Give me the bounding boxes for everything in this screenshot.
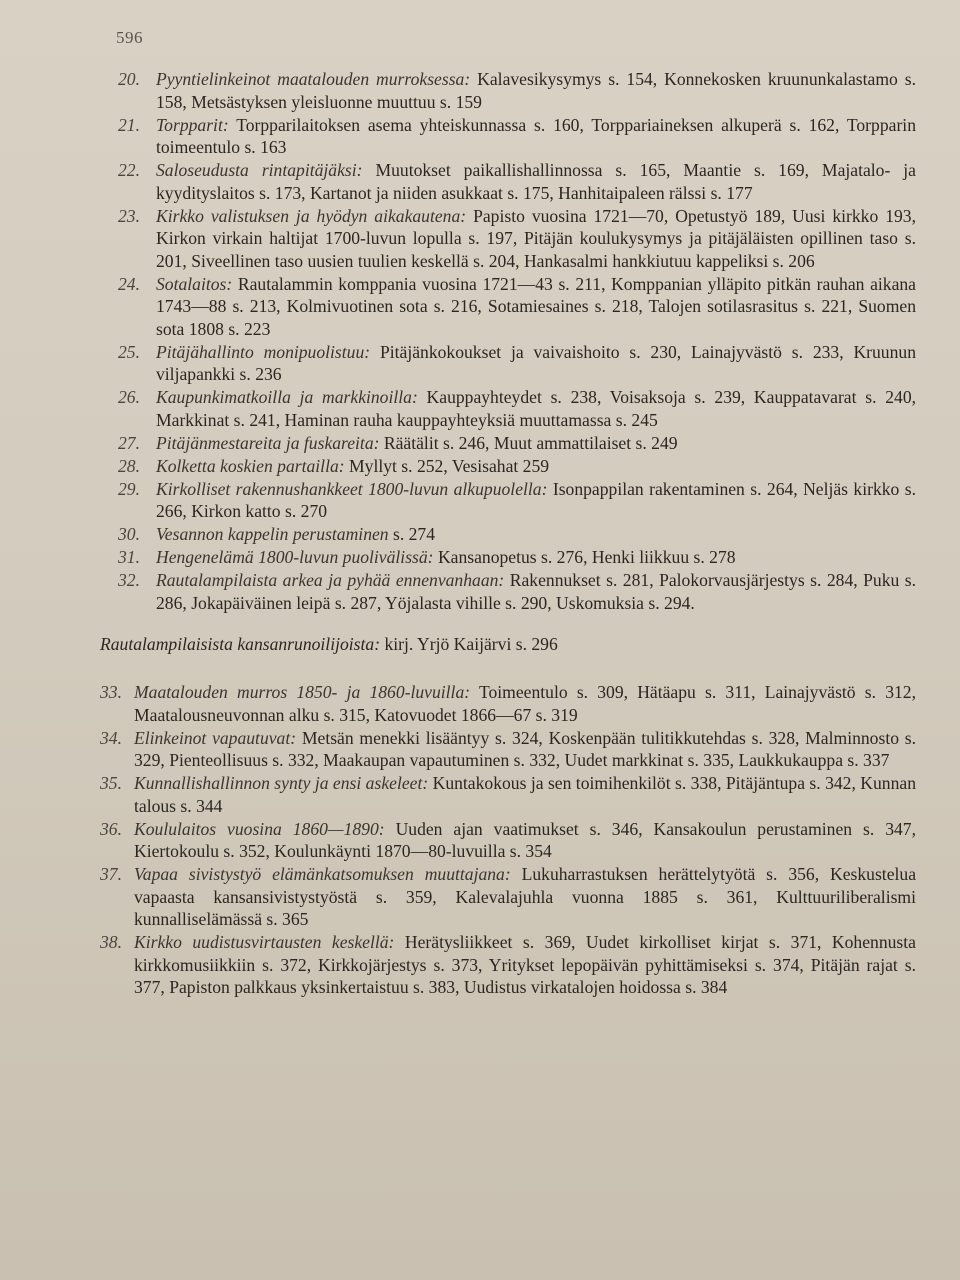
entry-number: 38. xyxy=(100,932,122,952)
entry-number: 31. xyxy=(118,547,140,567)
entry-title: Saloseudusta rintapitäjäksi: xyxy=(156,160,363,180)
entry-details: Uuden ajan vaatimukset s. 346, Kansakoulun perustaminen s. 347, Kiertokoulu s. 352, Koulunkäynti 1870—80-luvuilla s. 354 xyxy=(134,818,917,861)
toc-entry xyxy=(96,681,916,726)
entry-details: Isonpappilan rakentaminen s. 264, Neljäs kirkko s. 266, Kirkon katto s. 270 xyxy=(156,478,917,521)
entry-title: Hengenelämä 1800-luvun puolivälissä: xyxy=(156,547,434,567)
entry-title: Vesannon kappelin perustaminen xyxy=(156,524,389,544)
entry-number: 32. xyxy=(118,570,140,590)
entry-title: Kirkolliset rakennushankkeet 1800-luvun alkupuolella: xyxy=(156,478,548,499)
entry-title: Pyyntielinkeinot maatalouden murroksessa: xyxy=(156,69,471,89)
toc-entry xyxy=(96,114,916,159)
entry-number: 26. xyxy=(118,387,140,407)
toc-entry xyxy=(96,273,916,341)
entry-number: 27. xyxy=(118,432,140,453)
toc-entry xyxy=(96,68,916,113)
entry-number: 34. xyxy=(100,727,122,748)
toc-entry xyxy=(96,455,916,478)
toc-entry xyxy=(96,523,916,546)
entry-title: Torpparit: xyxy=(156,114,229,135)
toc-entry xyxy=(96,159,916,204)
toc-entry xyxy=(96,931,916,999)
entry-title: Kaupunkimatkoilla ja markkinoilla: xyxy=(156,387,418,407)
entry-title: Kunnallishallinnon synty ja ensi askeleet: xyxy=(134,773,429,793)
entry-title: Sotalaitos: xyxy=(156,273,233,294)
toc-entry xyxy=(96,341,916,386)
entry-details: Metsän menekki lisääntyy s. 324, Koskenpään tulitikkutehdas s. 328, Malminnosto s. 329, Pienteollisuus s. 332, Maakaupan vapautuminen s. 332, Uudet markkinat s. 335, Laukkukauppa s. 337 xyxy=(134,727,916,770)
entry-details: Toimeentulo s. 309, Hätäapu s. 311, Lainajyvästö s. 312, Maatalousneuvonnan alku s. 315, Katovuodet 1866—67 s. 319 xyxy=(134,682,916,725)
entry-details: Kalavesikysymys s. 154, Konnekosken kruununkalastamo s. 158, Metsästyksen yleisluonne muuttuu s. 159 xyxy=(156,69,916,112)
entry-number: 20. xyxy=(118,69,140,89)
entry-title: Maatalouden murros 1850- ja 1860-luvuilla: xyxy=(134,682,471,702)
entry-details: Pitäjänkokoukset ja vaivaishoito s. 230, Lainajyvästö s. 233, Kruunun viljapankki s. 236 xyxy=(156,341,916,384)
toc-entry xyxy=(96,569,916,614)
entry-details: Herätysliikkeet s. 369, Uudet kirkolliset kirjat s. 371, Kohennusta kirkkomusiikkiin s. 372, Kirkkojärjestys s. 373, Yritykset lepopäivän pyhittämiseksi s. 374, Pitäjän rajat s. 377, Papiston palkkaus yksinkertaistuu s. 383, Uudistus virkatalojen hoidossa s. 384 xyxy=(134,932,916,997)
entry-title: Koululaitos vuosina 1860—1890: xyxy=(134,818,385,839)
entry-details: Papisto vuosina 1721—70, Opetustyö 189, Uusi kirkko 193, Kirkon virkain haltijat 1700-luvun lopulla s. 197, Pitäjän koulukysymys ja pitäjäläisten opillinen taso s. 201, Siveellinen taso uusien tuulien keskellä s. 204, Hankasalmi hankkiutuu kappeliksi s. 206 xyxy=(156,205,916,271)
entry-details: s. 274 xyxy=(388,524,436,544)
table-of-contents xyxy=(96,68,916,999)
entry-details: Muutokset paikallishallinnossa s. 165, Maantie s. 169, Majatalo- ja kyydityslaitos s. 173, Kartanot ja niiden asukkaat s. 175, Hanhitaipaleen rälssi s. 177 xyxy=(156,160,916,203)
entry-details: Räätälit s. 246, Muut ammattilaiset s. 249 xyxy=(379,432,678,453)
entry-details: Kansanopetus s. 276, Henki liikkuu s. 278 xyxy=(433,547,736,567)
entry-number: 22. xyxy=(118,160,140,180)
entry-number: 28. xyxy=(118,455,140,476)
section-rest: kirj. Yrjö Kaijärvi s. 296 xyxy=(380,633,558,654)
entry-title: Kirkko valistuksen ja hyödyn aikakautena: xyxy=(156,205,467,226)
entry-title: Vapaa sivistystyö elämänkatsomuksen muuttajana: xyxy=(134,864,511,884)
entry-title: Elinkeinot vapautuvat: xyxy=(134,727,297,748)
toc-entry xyxy=(96,478,916,523)
toc-entry xyxy=(96,546,916,569)
entry-number: 33. xyxy=(100,682,122,702)
toc-section-line xyxy=(96,633,916,656)
page-number: 596 xyxy=(116,28,143,47)
entry-number: 25. xyxy=(118,341,140,362)
toc-group-second xyxy=(96,681,916,999)
toc-group-first xyxy=(96,68,916,614)
entry-number: 23. xyxy=(118,205,140,226)
entry-number: 35. xyxy=(100,773,122,793)
entry-number: 21. xyxy=(118,114,140,135)
entry-number: 37. xyxy=(100,864,122,884)
toc-entry xyxy=(96,386,916,431)
entry-number: 29. xyxy=(118,478,140,499)
entry-details: Torpparilaitoksen asema yhteiskunnassa s. 160, Torppariaineksen alkuperä s. 162, Torpparin toimeentulo s. 163 xyxy=(156,114,916,157)
entry-details: Kuntakokous ja sen toimihenkilöt s. 338, Pitäjäntupa s. 342, Kunnan talous s. 344 xyxy=(134,773,916,816)
section-title: Rautalampilaisista kansanrunoilijoista: xyxy=(100,633,381,654)
toc-entry xyxy=(96,863,916,931)
spacer xyxy=(96,615,916,633)
toc-entry xyxy=(96,727,916,772)
entry-title: Rautalampilaista arkea ja pyhää ennenvanhaan: xyxy=(156,570,505,590)
toc-entry xyxy=(96,205,916,273)
entry-details: Lukuharrastuksen herättelytyötä s. 356, Keskustelua vapaasta kansansivistystyöstä s. 359, Kalevalajuhla vuonna 1885 s. 361, Kulttuuriliberalismi kunnalliselämässä s. 365 xyxy=(134,864,916,929)
entry-title: Kolketta koskien partailla: xyxy=(156,455,345,476)
entry-title: Pitäjänmestareita ja fuskareita: xyxy=(156,432,380,453)
entry-title: Kirkko uudistusvirtausten keskellä: xyxy=(134,932,395,952)
toc-entry xyxy=(96,772,916,817)
entry-number: 30. xyxy=(118,524,140,544)
entry-details: Myllyt s. 252, Vesisahat 259 xyxy=(344,455,550,476)
entry-details: Kauppayhteydet s. 238, Voisaksoja s. 239, Kauppatavarat s. 240, Markkinat s. 241, Haminan rauha kauppayhteyksiä muuttamassa s. 245 xyxy=(156,387,917,430)
toc-entry xyxy=(96,818,916,863)
entry-details: Rautalammin komppania vuosina 1721—43 s. 211, Komppanian ylläpito pitkän rauhan aikana 1743—88 s. 213, Kolmivuotinen sota s. 216, Sotamiesaines s. 218, Talojen sotilasrasitus s. 221, Suomen sota 1808 s. 223 xyxy=(156,273,916,339)
entry-title: Pitäjähallinto monipuolistuu: xyxy=(156,341,371,362)
entry-details: Rakennukset s. 281, Palokorvausjärjestys s. 284, Puku s. 286, Jokapäiväinen leipä s. 287, Yöjalasta vihille s. 290, Uskomuksia s. 294. xyxy=(156,570,917,613)
entry-number: 24. xyxy=(118,273,140,294)
toc-entry xyxy=(96,432,916,455)
entry-number: 36. xyxy=(100,818,122,839)
